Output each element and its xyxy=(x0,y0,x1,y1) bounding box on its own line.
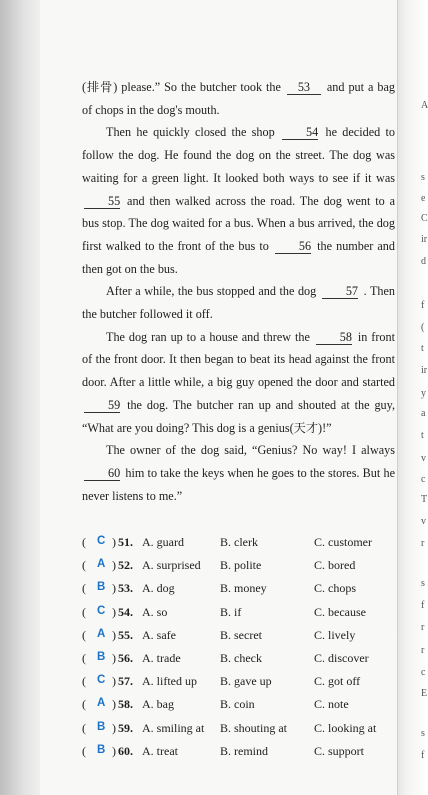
answer-letter: C xyxy=(97,535,106,547)
option-c: C. chops xyxy=(314,581,356,596)
option-a: A. treat xyxy=(142,743,178,758)
facing-page-fragment: r xyxy=(421,645,425,656)
answer-letter: B xyxy=(97,720,106,733)
question-row xyxy=(82,671,402,694)
option-a: A. dog xyxy=(142,581,175,596)
close-paren: ) xyxy=(112,650,116,665)
open-paren: ( xyxy=(82,650,86,665)
answer-letter: A xyxy=(97,558,106,571)
answer-letter: C xyxy=(97,604,106,617)
open-paren: ( xyxy=(82,697,86,712)
passage-paragraph xyxy=(82,439,395,507)
facing-page-fragment: C xyxy=(421,213,428,224)
option-c: C. lively xyxy=(314,627,356,642)
question-number: 57. xyxy=(118,674,133,689)
answer-letter: A xyxy=(97,627,106,640)
close-paren: ) xyxy=(112,720,116,735)
question-row xyxy=(82,578,402,601)
option-c: C. note xyxy=(314,697,349,712)
facing-page-fragment: f xyxy=(421,750,425,761)
close-paren: ) xyxy=(112,535,116,549)
facing-page-fragment: ( xyxy=(421,322,425,333)
facing-page-fragment: v xyxy=(421,453,426,464)
option-a: A. guard xyxy=(142,535,184,549)
close-paren: ) xyxy=(112,558,116,573)
option-b: B. gave up xyxy=(220,674,272,689)
passage-text: The dog ran up to a house and threw the xyxy=(106,329,314,344)
option-b: B. coin xyxy=(220,697,255,712)
option-c: C. discover xyxy=(314,650,369,665)
question-number: 54. xyxy=(118,604,133,619)
facing-page-fragment: s xyxy=(421,172,425,183)
option-c: C. support xyxy=(314,743,365,758)
answer-letter: B xyxy=(97,743,106,756)
option-c: C. because xyxy=(314,604,366,619)
facing-page-fragment: r xyxy=(421,538,425,549)
option-c: C. got off xyxy=(314,674,361,689)
cloze-blank: 59 xyxy=(84,398,120,413)
question-number: 56. xyxy=(118,650,133,665)
option-c: C. looking at xyxy=(314,720,377,735)
close-paren: ) xyxy=(112,743,116,758)
facing-page-fragment: c xyxy=(421,667,426,678)
passage-text: him to take the keys when he goes to the stores. But he never listens to me.” xyxy=(82,465,395,503)
option-a: A. lifted up xyxy=(142,674,197,689)
facing-page-fragment: ir xyxy=(421,365,428,376)
open-paren: ( xyxy=(82,674,86,689)
passage-text: in front of the front door. It then began to beat its head against the front door. After a little while, a big guy opened the door and started xyxy=(82,329,395,390)
option-a: A. safe xyxy=(142,627,176,642)
question-row xyxy=(82,718,402,741)
open-paren: ( xyxy=(82,604,86,619)
passage-text: Then he quickly closed the shop xyxy=(106,125,280,140)
cloze-blank: 57 xyxy=(322,284,358,299)
question-row xyxy=(82,532,402,555)
facing-page-fragment: a xyxy=(421,408,426,419)
passage-paragraph xyxy=(82,280,395,325)
answer-letter: B xyxy=(97,650,106,663)
option-b: B. money xyxy=(220,581,267,596)
question-number: 53. xyxy=(118,581,133,596)
facing-page-fragment: t xyxy=(421,430,424,441)
option-a: A. trade xyxy=(142,650,181,665)
option-c: C. bored xyxy=(314,558,356,573)
cloze-blank: 55 xyxy=(84,194,120,209)
cloze-blank: 53 xyxy=(287,80,321,95)
question-number: 51. xyxy=(118,535,133,549)
close-paren: ) xyxy=(112,604,116,619)
question-row xyxy=(82,555,402,578)
answer-letter: A xyxy=(97,697,106,710)
option-b: B. polite xyxy=(220,558,262,573)
passage-paragraph xyxy=(82,121,395,280)
close-paren: ) xyxy=(112,697,116,712)
facing-page-fragment: f xyxy=(421,600,425,611)
open-paren: ( xyxy=(82,581,86,596)
question-row xyxy=(82,741,402,764)
close-paren: ) xyxy=(112,674,116,689)
question-number: 55. xyxy=(118,627,133,642)
passage-text: . Then the butcher followed it off. xyxy=(82,284,395,322)
cloze-blank: 60 xyxy=(84,466,120,481)
option-a: A. bag xyxy=(142,697,174,712)
passage-paragraph xyxy=(82,76,395,121)
close-paren: ) xyxy=(112,627,116,642)
question-number: 52. xyxy=(118,558,133,573)
cloze-blank: 54 xyxy=(282,125,318,140)
book-gutter-shadow xyxy=(0,0,40,795)
passage-text: After a while, the bus stopped and the dog xyxy=(106,284,320,299)
facing-page-fragment: E xyxy=(421,688,428,699)
facing-page-fragment: e xyxy=(421,193,426,204)
facing-page-fragment: v xyxy=(421,516,426,527)
option-b: B. if xyxy=(220,604,242,619)
option-b: B. remind xyxy=(220,743,268,758)
cloze-blank: 58 xyxy=(316,330,352,345)
open-paren: ( xyxy=(82,535,86,549)
facing-page-fragment: r xyxy=(421,622,425,633)
facing-page-fragment: d xyxy=(421,256,426,267)
passage xyxy=(82,76,395,507)
close-paren: ) xyxy=(112,581,116,596)
open-paren: ( xyxy=(82,627,86,642)
question-number: 59. xyxy=(118,720,133,735)
option-b: B. check xyxy=(220,650,262,665)
question-number: 60. xyxy=(118,743,133,758)
answer-letter: C xyxy=(97,674,106,687)
option-a: A. so xyxy=(142,604,168,619)
question-row xyxy=(82,625,402,648)
open-paren: ( xyxy=(82,558,86,573)
facing-page-fragment: s xyxy=(421,728,425,739)
option-b: B. clerk xyxy=(220,535,258,549)
facing-page-fragment: f xyxy=(421,300,425,311)
facing-page-fragment: s xyxy=(421,578,425,589)
facing-page-fragment: c xyxy=(421,474,426,485)
question-row xyxy=(82,694,402,717)
option-b: B. secret xyxy=(220,627,262,642)
facing-page-fragment: ir xyxy=(421,234,428,245)
option-b: B. shouting at xyxy=(220,720,288,735)
facing-page-fragment: t xyxy=(421,343,424,354)
facing-page-fragment: y xyxy=(421,388,426,399)
passage-text: the number and then got on the bus. xyxy=(82,238,395,276)
answer-options-list xyxy=(82,532,402,764)
passage-text: (排骨) please.” So the butcher took the xyxy=(82,80,285,94)
option-a: A. smiling at xyxy=(142,720,205,735)
option-a: A. surprised xyxy=(142,558,201,573)
passage-text: and put a bag of chops in the dog's mouth. xyxy=(82,80,395,117)
open-paren: ( xyxy=(82,743,86,758)
passage-paragraph xyxy=(82,326,395,440)
question-number: 58. xyxy=(118,697,133,712)
passage-text: and then walked across the road. The dog went to a bus stop. The dog waited for a bus. When a bus arrived, the dog first walked to the front of the bus to xyxy=(82,193,395,253)
facing-page-fragment: T xyxy=(421,494,428,505)
question-row xyxy=(82,602,402,625)
passage-text: The owner of the dog said, “Genius? No way! I always xyxy=(106,443,395,458)
open-paren: ( xyxy=(82,720,86,735)
question-row xyxy=(82,648,402,671)
passage-text: the dog. The butcher ran up and shouted at the guy, “What are you doing? This dog is a genius(天才)!” xyxy=(82,397,395,435)
facing-page-fragment: A xyxy=(421,100,428,111)
answer-letter: B xyxy=(97,581,106,594)
option-c: C. customer xyxy=(314,535,372,549)
passage-text: he decided to follow the dog. He found the dog on the street. The dog was waiting for a green light. It looked both ways to see if it was xyxy=(82,125,395,185)
cloze-blank: 56 xyxy=(275,239,311,254)
